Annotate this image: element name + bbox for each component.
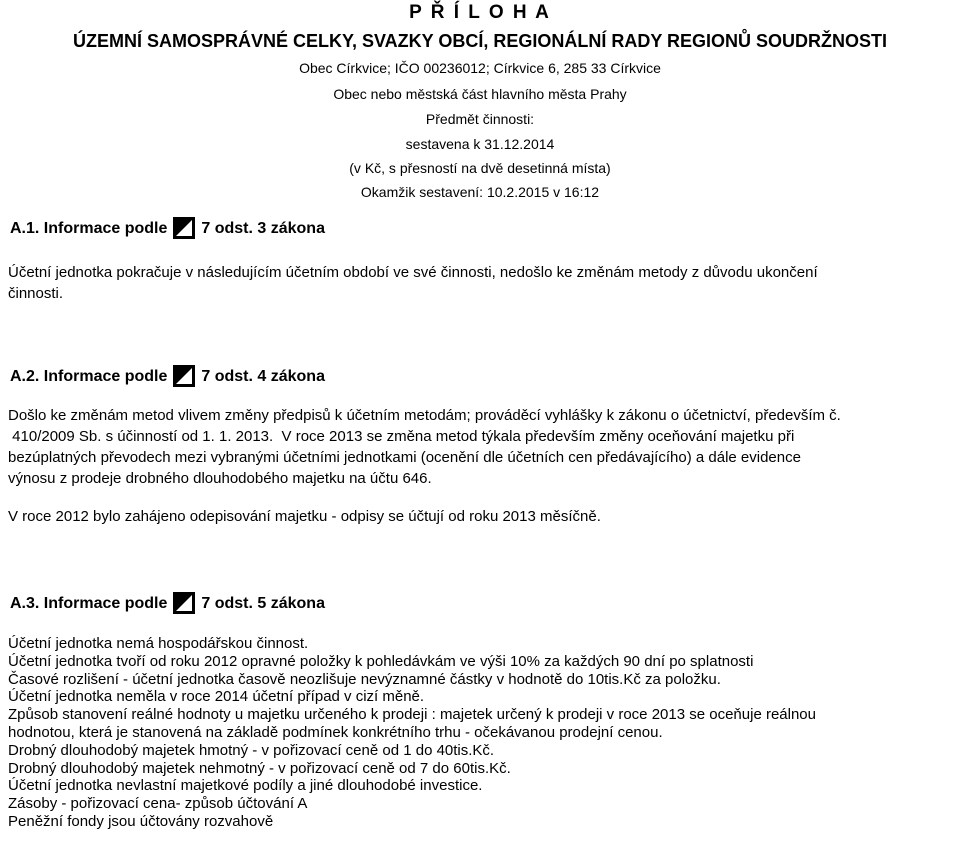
text-line: Časové rozlišení - účetní jednotka časově neozlišuje nevýznamné částky v hodnotě do 10tis.Kč za položku.	[8, 670, 721, 688]
compiled-date: sestavena k 31.12.2014	[405, 136, 555, 152]
document-title: P Ř Í L O H A	[409, 2, 551, 23]
text-line: hodnotou, která je stanovená na základě podmínek konkrétního trhu - očekávanou prodejní cenou.	[8, 723, 663, 741]
section-sign-icon	[173, 217, 195, 239]
section-a3-heading	[10, 593, 325, 615]
text-line: Účetní jednotka tvoří od roku 2012 opravné položky k pohledávkám ve výši 10% za každých 90 dní po splatnosti	[8, 652, 754, 670]
text-line: Způsob stanovení reálné hodnoty u majetku určeného k prodeji : majetek určený k prodeji v roce 2013 se oceňuje reálnou	[8, 706, 816, 724]
text-line: výnosu z prodeje drobného dlouhodobého majetku na účtu 646.	[8, 470, 432, 487]
subject-of-activity: Předmět činnosti:	[425, 111, 535, 127]
text-line: 410/2009 Sb. s účinností od 1. 1. 2013. V roce 2013 se změna metod týkala především změny oceňování majetku při	[8, 428, 795, 445]
text-line: Drobný dlouhodobý majetek nehmotný - v pořizovací ceně od 7 do 60tis.Kč.	[8, 759, 511, 777]
section-a2-heading-suffix: 7 odst. 4 zákona	[201, 368, 325, 385]
document-subtitle: ÚZEMNÍ SAMOSPRÁVNÉ CELKY, SVAZKY OBCÍ, REGIONÁLNÍ RADY REGIONŮ SOUDRŽNOSTI	[72, 31, 888, 51]
text-line: Drobný dlouhodobý majetek hmotný - v pořizovací ceně od 1 do 40tis.Kč.	[8, 741, 495, 759]
compilation-timestamp: Okamžik sestavení: 10.2.2015 v 16:12	[360, 184, 600, 200]
text-line: Peněžní fondy jsou účtovány rozvahově	[8, 812, 274, 830]
section-a1-heading-suffix: 7 odst. 3 zákona	[201, 220, 325, 237]
section-a2-heading-prefix: A.2. Informace podle	[10, 368, 168, 385]
section-a2-note	[8, 506, 948, 527]
text-line: bezúplatných převodech mezi vybranými účetními jednotkami (ocenění dle účetních cen předávajícího) a dále evidence	[8, 449, 801, 466]
section-a3-heading-suffix: 7 odst. 5 zákona	[201, 595, 325, 612]
text-line: Účetní jednotka neměla v roce 2014 účetní případ v cizí měně.	[8, 688, 425, 706]
section-sign-icon	[173, 592, 195, 614]
text-line: činnosti.	[8, 285, 64, 302]
text-line: Účetní jednotka nemá hospodářskou činnost.	[8, 635, 309, 652]
currency-note: (v Kč, s přesností na dvě desetinná místa)	[349, 160, 611, 176]
section-a3-heading-prefix: A.3. Informace podle	[10, 595, 168, 612]
text-line: Zásoby - pořizovací cena- způsob účtování A	[8, 795, 308, 813]
text-line: Došlo ke změnám metod vlivem změny předpisů k účetním metodám; prováděcí vyhlášky k zákonu o účetnictví, především č.	[8, 407, 841, 424]
section-a2-text	[8, 405, 948, 489]
text-line: Účetní jednotka pokračuje v následujícím účetním období ve své činnosti, nedošlo ke změnám metody z důvodu ukončení	[8, 264, 818, 281]
text-line: V roce 2012 bylo zahájeno odepisování majetku - odpisy se účtují od roku 2013 měsíčně.	[8, 508, 601, 525]
entity-identification: Obec Církvice; IČO 00236012; Církvice 6, 285 33 Církvice	[299, 60, 661, 76]
section-a1-text	[8, 262, 948, 304]
section-a3-text	[8, 635, 948, 831]
entity-type: Obec nebo městská část hlavního města Prahy	[333, 86, 627, 102]
text-line: Účetní jednotka nevlastní majetkové podíly a jiné dlouhodobé investice.	[8, 777, 483, 795]
section-a1-heading-prefix: A.1. Informace podle	[10, 220, 168, 237]
section-a2-heading	[10, 366, 325, 388]
section-a1-heading	[10, 218, 325, 240]
section-sign-icon	[173, 365, 195, 387]
